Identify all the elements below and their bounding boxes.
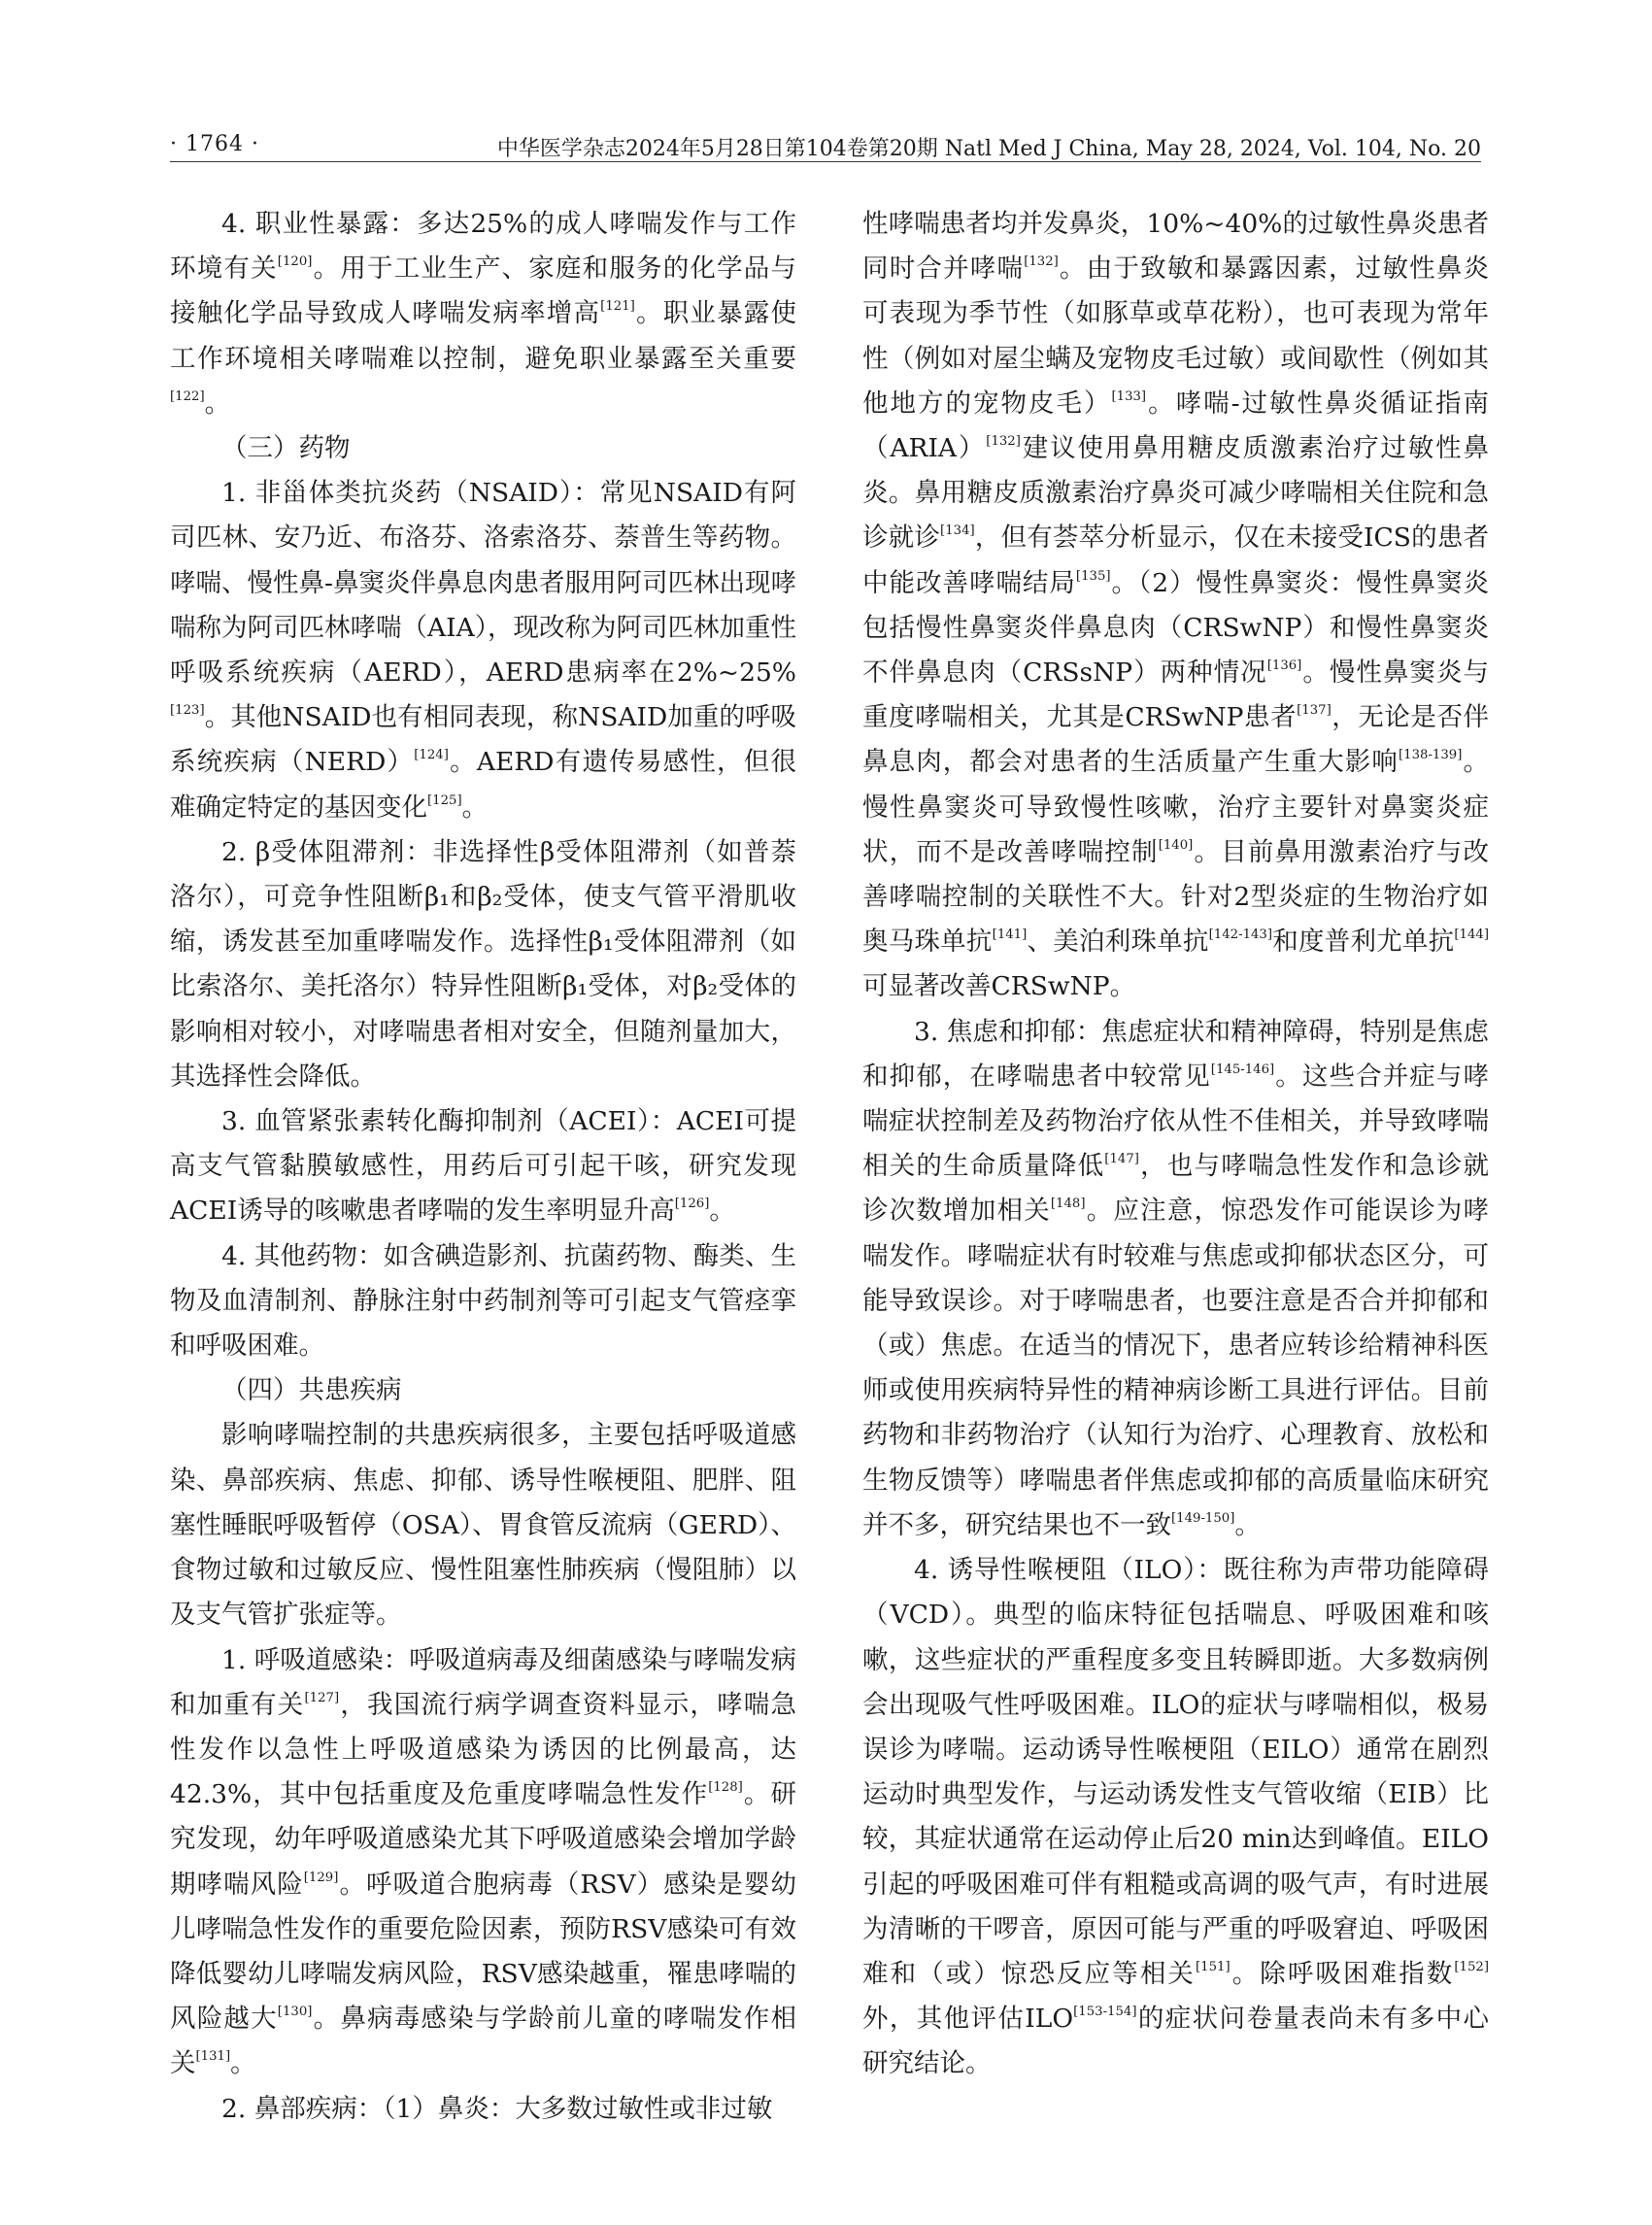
citation-marker: [135] [1075, 568, 1111, 584]
citation-marker: [151] [1195, 1960, 1231, 1974]
citation-marker: [127] [304, 1690, 340, 1705]
body-paragraph: 4. 职业性暴露：多达25%的成人哮喘发作与工作环境有关[120]。用于工业生产、家庭和服务的化学品与接触化学品导致成人哮喘发病率增高[121]。职业暴露使工作环境相关哮喘难以控制，避免职业暴露至关重要[122]。 [170, 209, 797, 419]
citation-marker: [136] [1266, 658, 1302, 674]
citation-marker: [132] [986, 434, 1021, 450]
citation-marker: [148] [1050, 1197, 1086, 1212]
citation-marker: [149-150] [1171, 1510, 1235, 1526]
left-column [170, 202, 796, 2132]
body-paragraph: 3. 焦虑和抑郁：焦虑症状和精神障碍，特别是焦虑和抑郁，在哮喘患者中较常见[145-146]。这些合并症与哮喘症状控制差及药物治疗依从性不佳相关，并导致哮喘相关的生命质量降低[147]，也与哮喘急性发作和急诊就诊次数增加相关[148]。应注意，惊恐发作可能误诊为哮喘发作。哮喘症状有时较难与焦虑或抑郁状态区分，可能导致误诊。对于哮喘患者，也要注意是否合并抑郁和（或）焦虑。在适当的情况下，患者应转诊给精神科医师或使用疾病特异性的精神病诊断工具进行评估。目前药物和非药物治疗（认知行为治疗、心理教育、放松和生物反馈等）哮喘患者伴焦虑或抑郁的高质量临床研究并不多，研究结果也不一致[149-150]。 [862, 1016, 1490, 1540]
citation-marker: [145-146] [1210, 1062, 1275, 1077]
body-paragraph: 1. 呼吸道感染：呼吸道病毒及细菌感染与哮喘发病和加重有关[127]，我国流行病学调查资料显示，哮喘急性发作以急性上呼吸道感染为诱因的比例最高，达42.3%，其中包括重度及危重度哮喘急性发作[128]。研究发现，幼年呼吸道感染尤其下呼吸道感染会增加学龄期哮喘风险[129]。呼吸道合胞病毒（RSV）感染是婴幼儿哮喘急性发作的重要危险因素，预防RSV感染可有效降低婴幼儿哮喘发病风险，RSV感染越重，罹患哮喘的风险越大[130]。鼻病毒感染与学龄前儿童的哮喘发作相关[131]。 [170, 1644, 797, 2079]
journal-info: 中华医学杂志2024年5月28日第104卷第20期 Natl Med J China, May 28, 2024, Vol. 104, No. 20 [496, 137, 1481, 161]
body-paragraph: 性哮喘患者均并发鼻炎，10%~40%的过敏性鼻炎患者同时合并哮喘[132]。由于致敏和暴露因素，过敏性鼻炎可表现为季节性（如豚草或草花粉），也可表现为常年性（例如对屋尘螨及宠物皮毛过敏）或间歇性（例如其他地方的宠物皮毛）[133]。哮喘-过敏性鼻炎循证指南（ARIA）[132]建议使用鼻用糖皮质激素治疗过敏性鼻炎。鼻用糖皮质激素治疗鼻炎可减少哮喘相关住院和急诊就诊[134]，但有荟萃分析显示，仅在未接受ICS的患者中能改善哮喘结局[135]。（2）慢性鼻窦炎：慢性鼻窦炎包括慢性鼻窦炎伴鼻息肉（CRSwNP）和慢性鼻窦炎不伴鼻息肉（CRSsNP）两种情况[136]。慢性鼻窦炎与重度哮喘相关，尤其是CRSwNP患者[137]，无论是否伴鼻息肉，都会对患者的生活质量产生重大影响[138-139]。慢性鼻窦炎可导致慢性咳嗽，治疗主要针对鼻窦炎症状，而不是改善哮喘控制[140]。目前鼻用激素治疗与改善哮喘控制的关联性不大。针对2型炎症的生物治疗如奥马珠单抗[141]、美泊利珠单抗[142-143]和度普利尤单抗[144]可显著改善CRSwNP。 [862, 209, 1490, 1002]
body-paragraph: 3. 血管紧张素转化酶抑制剂（ACEI）：ACEI可提高支气管黏膜敏感性，用药后可引起干咳，研究发现ACEI诱导的咳嗽患者哮喘的发生率明显升高[126]。 [170, 1106, 796, 1227]
citation-marker: [125] [427, 792, 462, 808]
header-rule [170, 161, 1481, 162]
citation-marker: [121] [600, 299, 635, 315]
citation-marker: [124] [414, 748, 449, 763]
citation-marker: [122] [170, 388, 205, 404]
body-paragraph: 2. 鼻部疾病：（1）鼻炎：大多数过敏性或非过敏 [221, 2093, 773, 2124]
body-paragraph: 影响哮喘控制的共患疾病很多，主要包括呼吸道感染、鼻部疾病、焦虑、抑郁、诱导性喉梗阻、肥胖、阻塞性睡眠呼吸暂停（OSA）、胃食管反流病（GERD）、食物过敏和过敏反应、慢性阻塞性肺疾病（慢阻肺）以及支气管扩张症等。 [170, 1420, 796, 1631]
citation-marker: [131] [195, 2049, 231, 2065]
citation-marker: [133] [1111, 388, 1147, 404]
page-number: · 1764 · [170, 132, 259, 156]
citation-marker: [138-139] [1399, 748, 1463, 763]
body-paragraph: 4. 其他药物：如含碘造影剂、抗菌药物、酶类、生物及血清制剂、静脉注射中药制剂等可引起支气管痉挛和呼吸困难。 [170, 1240, 796, 1362]
citation-marker: [134] [940, 523, 975, 539]
body-paragraph: 4. 诱导性喉梗阻（ILO）：既往称为声带功能障碍（VCD）。典型的临床特征包括喘息、呼吸困难和咳嗽，这些症状的严重程度多变且转瞬即逝。大多数病例会出现吸气性呼吸困难。ILO的症状与哮喘相似，极易误诊为哮喘。运动诱导性喉梗阻（EILO）通常在剧烈运动时典型发作，与运动诱发性支气管收缩（EIB）比较，其症状通常在运动停止后20 min达到峰值。EILO引起的呼吸困难可伴有粗糙或高调的吸气声，有时进展为清晰的干啰音，原因可能与严重的呼吸窘迫、呼吸困难和（或）惊恐反应等相关[151]。除呼吸困难指数[152]外，其他评估ILO[153-154]的症状问卷量表尚未有多中心研究结论。 [862, 1555, 1490, 2079]
citation-marker: [123] [170, 703, 205, 719]
citation-marker: [129] [303, 1870, 339, 1885]
citation-marker: [120] [277, 254, 313, 270]
citation-marker: [142-143] [1208, 927, 1273, 943]
section-subheading: （四）共患疾病 [221, 1375, 402, 1406]
citation-marker: [153-154] [1073, 2005, 1137, 2020]
citation-marker: [126] [674, 1197, 710, 1212]
right-column [862, 202, 1489, 2087]
citation-marker: [144] [1454, 927, 1490, 943]
citation-marker: [152] [1454, 1960, 1490, 1974]
citation-marker: [128] [708, 1780, 743, 1796]
citation-marker: [141] [992, 927, 1028, 943]
body-paragraph: 1. 非甾体类抗炎药（NSAID）：常见NSAID有阿司匹林、安乃近、布洛芬、洛索洛芬、萘普生等药物。哮喘、慢性鼻-鼻窦炎伴鼻息肉患者服用阿司匹林出现哮喘称为阿司匹林哮喘（AIA），现改称为阿司匹林加重性呼吸系统疾病（AERD），AERD患病率在2%~25%[123]。其他NSAID也有相同表现，称NSAID加重的呼吸系统疾病（NERD）[124]。AERD有遗传易感性，但很难确定特定的基因变化[125]。 [170, 478, 796, 823]
citation-marker: [130] [277, 2005, 313, 2020]
citation-marker: [132] [1024, 254, 1059, 270]
citation-marker: [137] [1297, 703, 1332, 719]
body-paragraph: 2. β受体阻滞剂：非选择性β受体阻滞剂（如普萘洛尔），可竞争性阻断β₁和β₂受体，使支气管平滑肌收缩，诱发甚至加重哮喘发作。选择性β₁受体阻滞剂（如比索洛尔、美托洛尔）特异性阻断β₁受体，对β₂受体的影响相对较小，对哮喘患者相对安全，但随剂量加大，其选择性会降低。 [170, 836, 796, 1092]
citation-marker: [147] [1104, 1152, 1139, 1167]
page-header [170, 124, 1481, 163]
section-subheading: （三）药物 [221, 433, 351, 464]
citation-marker: [140] [1158, 837, 1194, 853]
